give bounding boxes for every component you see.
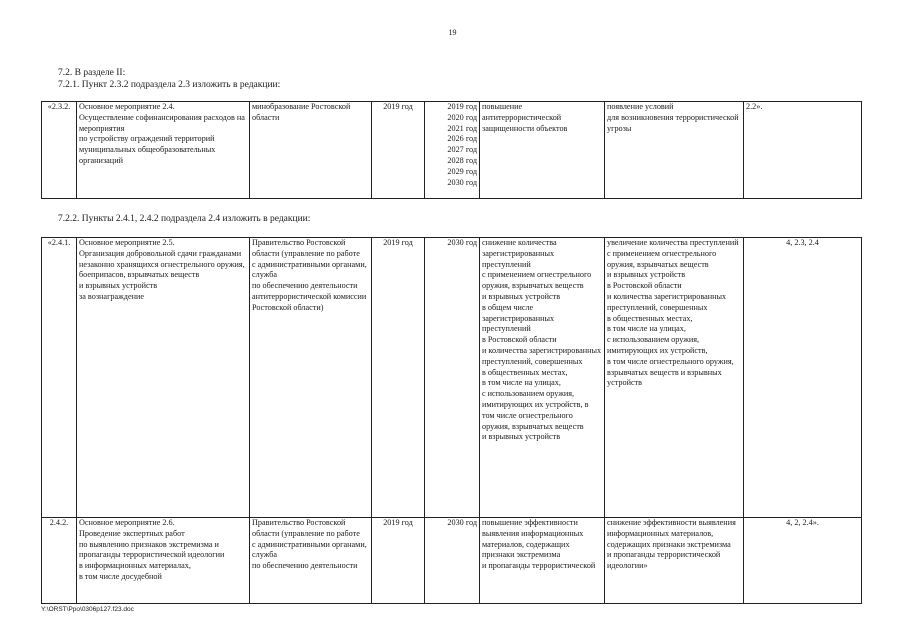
consequences: снижение эффективности выявления информационных материалов, содержащих признаки экстремизма и пропаганды террористической идеологии» — [605, 518, 744, 604]
table-row — [42, 518, 862, 604]
executor: Правительство Ростовской области (управление по работе с административными органами, служба по обеспечению деятельности — [250, 518, 372, 604]
consequences: появление условий для возникновения террористической угрозы — [605, 102, 744, 199]
subsection-heading-2-3-2: 7.2.1. Пункт 2.3.2 подраздела 2.3 изложить в редакции: — [58, 80, 281, 90]
measures-table-2-4 — [41, 237, 862, 604]
subsection-heading-2-4: 7.2.2. Пункты 2.4.1, 2.4.2 подраздела 2.4 изложить в редакции: — [58, 214, 311, 224]
expected-result: повышение эффективности выявления информационных материалов, содержащих признаки экстремизма и пропаганды террористической — [480, 518, 605, 604]
consequences: увеличение количества преступлений с применением огнестрельного оружия, взрывчатых веществ и взрывных устройств в Ростовской области и количества зарегистрированных преступлений, совершенных в общественных местах, в том числе на улицах, с использованием оружия, имитирующих их устройств, в том числе огнестрельного оружия, взрывчатых веществ и взрывных устройств — [605, 238, 744, 518]
indicator-link: 2.2». — [744, 102, 862, 199]
measures-table-2-3 — [41, 101, 862, 199]
start-year: 2019 год — [372, 238, 425, 518]
measure-name: Основное мероприятие 2.6. Проведение экспертных работ по выявлению признаков экстремизма и пропаганды террористической идеологии в информационных материалах, в том числе досудебной — [77, 518, 250, 604]
start-year: 2019 год — [372, 102, 425, 199]
end-year: 2030 год — [425, 238, 480, 518]
row-number: «2.4.1. — [42, 238, 77, 518]
expected-result: снижение количества зарегистрированных преступлений с применением огнестрельного оружия, взрывчатых веществ и взрывных устройств в общем числе зарегистрированных преступлений в Ростовской области и количества зарегистрированных преступлений, совершенных в общественных местах, в том числе на улицах, с использованием оружия, имитирующих их устройств, в том числе огнестрельного оружия, взрывчатых веществ и взрывных устройств — [480, 238, 605, 518]
executor: Правительство Ростовской области (управление по работе с административными органами, служба по обеспечению деятельности антитеррористической комиссии Ростовской области) — [250, 238, 372, 518]
end-year: 2030 год — [425, 518, 480, 604]
end-year: 2019 год 2020 год 2021 год 2026 год 2027 год 2028 год 2029 год 2030 год — [425, 102, 480, 199]
executor: минобразование Ростовской области — [250, 102, 372, 199]
file-path-footer: Y:\ORST\Ppo\0306p127.f23.doc — [41, 606, 134, 613]
measure-name: Основное мероприятие 2.5. Организация добровольной сдачи гражданами незаконно хранящихся огнестрельного оружия, боеприпасов, взрывчатых веществ и взрывных устройств за вознаграждение — [77, 238, 250, 518]
table-row — [42, 238, 862, 518]
row-number: «2.3.2. — [42, 102, 77, 199]
expected-result: повышение антитеррористической защищенности объектов — [480, 102, 605, 199]
section-heading: 7.2. В разделе II: — [58, 68, 126, 78]
indicator-link: 4, 2.3, 2.4 — [744, 238, 862, 518]
table-row — [42, 102, 862, 199]
measure-name: Основное мероприятие 2.4. Осуществление софинансирования расходов на мероприятия по устройству ограждений территорий муниципальных общеобразовательных организаций — [77, 102, 250, 199]
page-number: 19 — [448, 28, 457, 37]
indicator-link: 4, 2, 2.4». — [744, 518, 862, 604]
start-year: 2019 год — [372, 518, 425, 604]
row-number: 2.4.2. — [42, 518, 77, 604]
